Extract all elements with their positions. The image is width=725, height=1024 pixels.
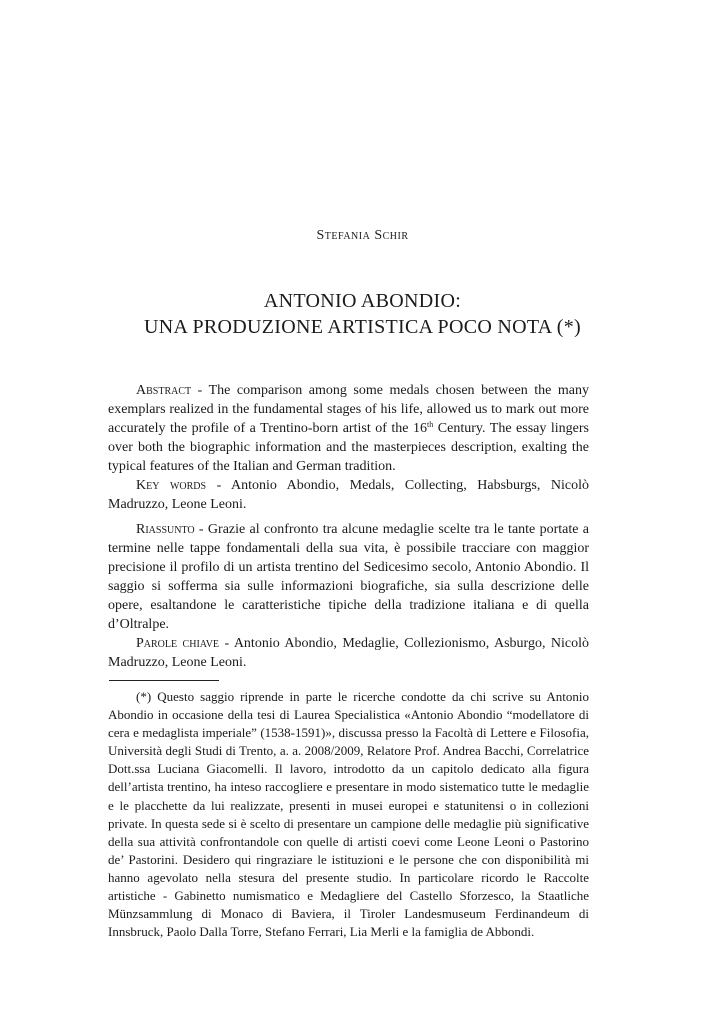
keywords-label: Key words	[136, 478, 207, 493]
riassunto-text: - Grazie al confronto tra alcune medaglie scelte tra le tante portate a termine nelle tappe fondamentali della sua vita, è possibile tracciare con maggior precisione il profilo di un artista trentino del Sedicesimo secolo, Antonio Abondio. Il saggio si sofferma sia sulle informazioni biografiche, sia sulla descrizione delle opere, esaltandone le caratteristiche tipiche della tradizione italiana e di quella d’Oltralpe.	[108, 522, 589, 632]
riassunto-label: Riassunto	[136, 522, 195, 537]
parole-chiave-text: - Antonio Abondio, Medaglie, Collezionismo, Asburgo, Nicolò Madruzzo, Leone Leoni.	[108, 636, 589, 670]
article-title-line-2: UNA PRODUZIONE ARTISTICA POCO NOTA (*)	[144, 316, 581, 338]
article-title	[0, 288, 725, 340]
abstract-paragraph	[108, 381, 589, 476]
abstract-section	[108, 381, 589, 514]
abstract-label: Abstract	[136, 383, 192, 398]
article-title-line-1: ANTONIO ABONDIO:	[263, 290, 462, 312]
author-name: Stefania Schir	[316, 228, 409, 243]
footnote	[108, 688, 589, 941]
keywords-paragraph	[108, 476, 589, 514]
abstract-text: - The comparison among some medals chosen between the many exemplars realized in the fundamental stages of his life, allowed us to mark out more accurately the profile of a Trentino-born artist of the 16	[108, 383, 589, 436]
riassunto-paragraph	[108, 520, 589, 634]
abstract-text-end: Century. The essay lingers over both the biographic information and the masterpieces description, exalting the typical features of the Italian and German tradition.	[108, 421, 589, 474]
keywords-text: - Antonio Abondio, Medals, Collecting, Habsburgs, Nicolò Madruzzo, Leone Leoni.	[108, 478, 589, 512]
footnote-text: (*) Questo saggio riprende in parte le ricerche condotte da chi scrive su Antonio Abondio in occasione della tesi di Laurea Specialistica «Antonio Abondio “modellatore di cera e medaglista imperiale” (1538-1591)», discussa presso la Facoltà di Lettere e Filosofia, Università degli Studi di Trento, a. a. 2008/2009, Relatore Prof. Andrea Bacchi, Correlatrice Dott.ssa Luciana Giacomelli. Il lavoro, introdotto da un capitolo dedicato alla figura dell’artista trentino, ha inteso raccogliere e presentare in modo sistematico tutte le medaglie e le placchette da lui realizzate, presenti in musei europei e statunitensi o in collezioni private. In questa sede si è scelto di presentare un campione delle medaglie più significative della sua attività confrontandole con quelle di artisti coevi come Leone Leoni o Pastorino de’ Pastorini. Desidero qui ringraziare le istituzioni e le persone che con disponibilità mi hanno agevolato nella stesura del presente studio. In particolare ricordo le Raccolte artistiche - Gabinetto numismatico e Medagliere del Castello Sforzesco, la Staatliche Münzsammlung di Monaco di Baviera, il Tiroler Landesmuseum Ferdinandeum di Innsbruck, Paolo Dalla Torre, Stefano Ferrari, Lia Merli e la famiglia de Abbondi.	[108, 689, 589, 940]
ordinal-suffix: th	[427, 420, 434, 429]
parole-chiave-label: Parole chiave	[136, 636, 220, 651]
parole-chiave-paragraph	[108, 634, 589, 672]
footnote-separator	[109, 680, 219, 681]
riassunto-section	[108, 520, 589, 672]
